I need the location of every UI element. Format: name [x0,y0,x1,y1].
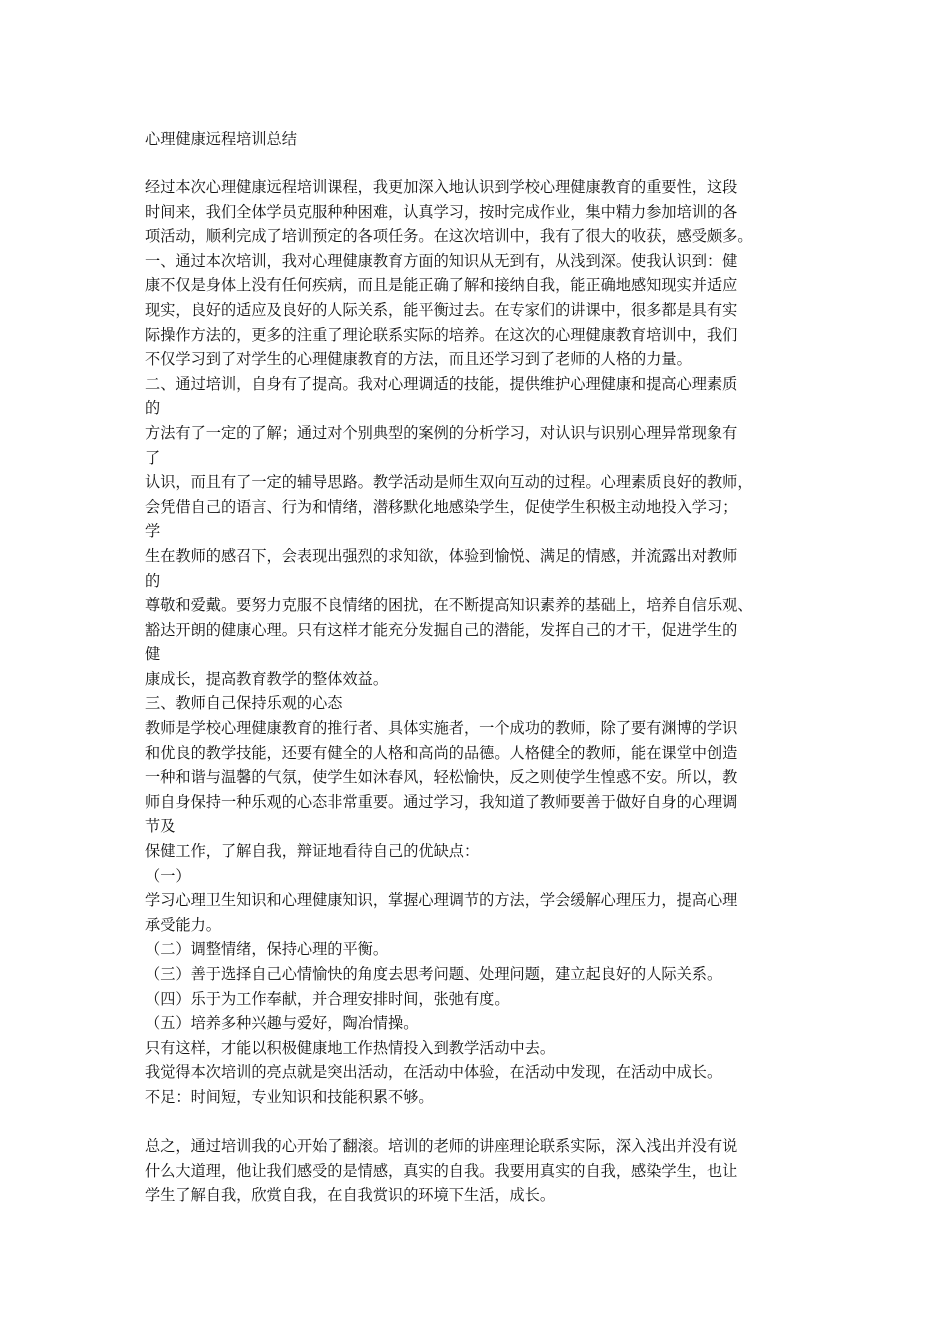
text-line: 会凭借自己的语言、行为和情绪，潜移默化地感染学生，促使学生积极主动地投入学习； [145,497,738,516]
text-line: 节及 [145,817,176,836]
list-item: （二）调整情绪，保持心理的平衡。 [145,940,388,959]
list-item: （四）乐于为工作奉献，并合理安排时间，张弛有度。 [145,989,510,1008]
text-line: 项活动，顺利完成了培训预定的各项任务。在这次培训中，我有了很大的收获，感受颇多。 [145,227,753,246]
text-line: 豁达开朗的健康心理。只有这样才能充分发掘自己的潜能，发挥自己的才干，促进学生的 [145,620,738,639]
text-line: 承受能力。 [145,915,221,934]
text-line: 生在教师的感召下，会表现出强烈的求知欲，体验到愉悦、满足的情感，并流露出对教师 [145,546,738,565]
text-line: 际操作方法的，更多的注重了理论联系实际的培养。在这次的心理健康教育培训中，我们 [145,325,738,344]
text-line: 时间来，我们全体学员克服种种困难，认真学习，按时完成作业，集中精力参加培训的各 [145,202,738,221]
text-line: 方法有了一定的了解；通过对个别典型的案例的分析学习，对认识与识别心理异常现象有 [145,423,738,442]
text-line: 康不仅是身体上没有任何疾病，而且是能正确了解和接纳自我，能正确地感知现实并适应 [145,276,738,295]
text-line: 保健工作，了解自我，辩证地看待自己的优缺点： [145,842,480,861]
paragraph-block-main [145,175,815,1110]
text-line: 的 [145,571,161,590]
document-title: 心理健康远程培训总结 [145,130,297,148]
list-item: （三）善于选择自己心情愉快的角度去思考问题、处理问题，建立起良好的人际关系。 [145,965,723,983]
text-line: 尊敬和爱戴。要努力克服不良情绪的困扰，在不断提高知识素养的基础上，培养自信乐观、 [145,596,753,615]
text-line: 认识，而且有了一定的辅导思路。教学活动是师生双向互动的过程。心理素质良好的教师， [145,473,753,492]
text-line: 我觉得本次培训的亮点就是突出活动，在活动中体验，在活动中发现，在活动中成长。 [145,1063,723,1082]
text-line: 师自身保持一种乐观的心态非常重要。通过学习，我知道了教师要善于做好自身的心理调 [145,792,738,811]
text-line: 经过本次心理健康远程培训课程，我更加深入地认识到学校心理健康教育的重要性，这段 [145,178,738,196]
text-line: 的 [145,399,161,418]
list-item: （五）培养多种兴趣与爱好，陶冶情操。 [145,1014,419,1033]
paragraph-block-conclusion [145,1134,815,1208]
text-line: 健 [145,645,161,664]
list-item: （一） [145,866,191,885]
paragraph-gap [145,1110,815,1135]
text-line: 只有这样，才能以积极健康地工作热情投入到教学活动中去。 [145,1038,556,1057]
text-line: 了 [145,448,161,467]
text-line: 二、通过培训，自身有了提高。我对心理调适的技能，提供维护心理健康和提高心理素质 [145,374,738,393]
section-heading: 三、教师自己保持乐观的心态 [145,694,343,713]
text-line: 学习心理卫生知识和心理健康知识，掌握心理调节的方法，学会缓解心理压力，提高心理 [145,891,738,910]
text-line: 学 [145,522,161,541]
text-line: 康成长，提高教育教学的整体效益。 [145,669,388,688]
document-body [145,175,815,1208]
text-line: 不足：时间短，专业知识和技能积累不够。 [145,1087,434,1106]
text-line: 学生了解自我，欣赏自我，在自我赏识的环境下生活，成长。 [145,1186,556,1205]
text-line: 一种和谐与温馨的气氛，使学生如沐春风，轻松愉快，反之则使学生惶惑不安。所以，教 [145,768,738,787]
text-line: 不仅学习到了对学生的心理健康教育的方法，而且还学习到了老师的人格的力量。 [145,350,692,369]
text-line: 一、通过本次培训，我对心理健康教育方面的知识从无到有，从浅到深。使我认识到：健 [145,251,738,270]
text-line: 现实，良好的适应及良好的人际关系，能平衡过去。在专家们的讲课中，很多都是具有实 [145,300,738,319]
text-line: 总之，通过培训我的心开始了翻滚。培训的老师的讲座理论联系实际，深入浅出并没有说 [145,1137,738,1156]
text-line: 和优良的教学技能，还要有健全的人格和高尚的品德。人格健全的教师，能在课堂中创造 [145,743,738,762]
text-line: 什么大道理，他让我们感受的是情感，真实的自我。我要用真实的自我，感染学生，也让 [145,1161,738,1180]
text-line: 教师是学校心理健康教育的推行者、具体实施者，一个成功的教师，除了要有渊博的学识 [145,719,738,738]
